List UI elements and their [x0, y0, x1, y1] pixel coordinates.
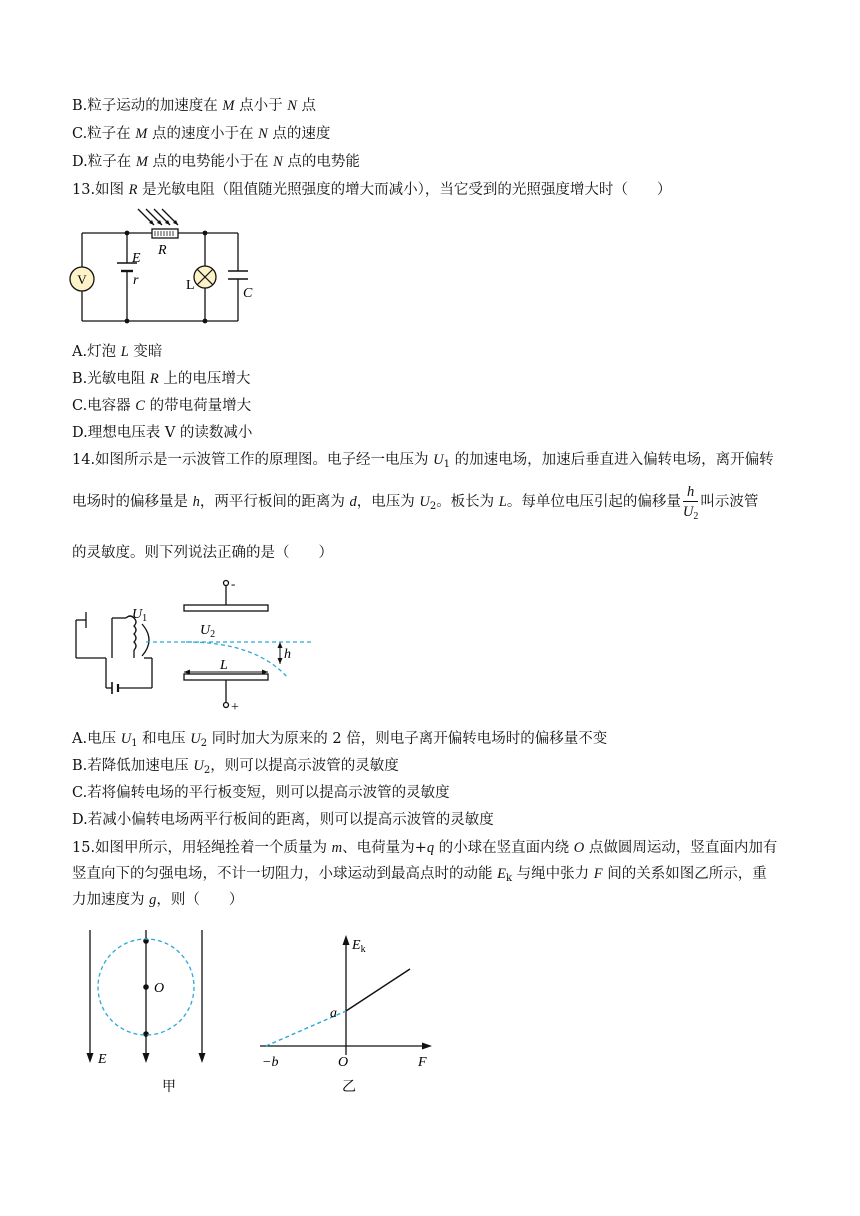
- label-internal-r: r: [133, 273, 139, 288]
- label-f-axis: F: [418, 1055, 427, 1070]
- label-h: h: [284, 647, 291, 662]
- caption-jia: 甲: [162, 1080, 176, 1095]
- label-e: E: [132, 251, 141, 266]
- label-c: C: [243, 286, 253, 301]
- q14-option-b: B.若降低加速电压 $U_2$，则可以提高示波管的灵敏度: [72, 758, 399, 776]
- q14-option-a: A.电压 $U_1$ 和电压 $U_2$ 同时加大为原来的 2 倍，则电子离开偏转电场时的偏移量不变: [72, 731, 608, 749]
- q12-option-d: D.粒子在 M 点的电势能小于在 N 点的电势能: [72, 154, 360, 170]
- q13-stem: 13.如图 R 是光敏电阻（阻值随光照强度的增大而减小），当它受到的光照强度增大时（ ）: [72, 182, 672, 198]
- label-ek-axis: $E_k$: [352, 938, 366, 955]
- q14-stem-line1: 14.如图所示是一示波管工作的原理图。电子经一电压为 $U_1$ 的加速电场，加速后垂直进入偏转电场，离开偏转: [72, 452, 774, 470]
- q14-oscilloscope-diagram: [66, 572, 326, 720]
- q15-stem-line3: 力加速度为 g，则（ ）: [72, 892, 244, 908]
- sensitivity-fraction: $\frac{h}{U_2}$: [682, 483, 699, 522]
- q14-option-d: D.若减小偏转电场两平行板间的距离，则可以提高示波管的灵敏度: [72, 812, 494, 828]
- q13-option-d: D.理想电压表 V 的读数减小: [72, 425, 253, 441]
- q13-option-a: A.灯泡 L 变暗: [72, 344, 163, 360]
- q15-figure-jia: [78, 925, 218, 1100]
- label-l: L: [186, 278, 195, 293]
- label-origin: O: [338, 1055, 349, 1070]
- label-u2: $U_2$: [200, 623, 216, 640]
- q14-stem-line2: 电场时的偏移量是 h，两平行板间的距离为 d，电压为 $U_2$。板长为 L。每单位电压引起的偏移量 $\frac{h}{U_2}$ 叫示波管: [72, 483, 759, 522]
- label-e-field: E: [98, 1052, 107, 1067]
- q12-option-c: C.粒子在 M 点的速度小于在 N 点的速度: [72, 126, 331, 142]
- q13-option-c: C.电容器 C 的带电荷量增大: [72, 398, 252, 414]
- label-u1: $U_1$: [132, 607, 148, 624]
- label-minus: -: [231, 576, 236, 591]
- q15-figure-yi: [250, 925, 440, 1100]
- label-l-length: L: [220, 658, 228, 673]
- label-r-resistor: R: [158, 243, 167, 258]
- q14-stem-line3: 的灵敏度。则下列说法正确的是（ ）: [72, 545, 333, 561]
- q15-stem-line1: 15.如图甲所示，用轻绳拴着一个质量为 m、电荷量为+q 的小球在竖直面内绕 O 点做圆周运动，竖直面内加有: [72, 840, 778, 856]
- voltmeter-label: V: [77, 272, 87, 287]
- q12-option-b: B.粒子运动的加速度在 M 点小于 N 点: [72, 98, 316, 114]
- q15-stem-line2: 竖直向下的匀强电场，不计一切阻力，小球运动到最高点时的动能 $E_k$ 与绳中张力 F 间的关系如图乙所示，重: [72, 866, 767, 884]
- label-a-intercept: a: [330, 1006, 337, 1021]
- caption-yi: 乙: [342, 1080, 356, 1095]
- q13-option-b: B.光敏电阻 R 上的电压增大: [72, 371, 251, 387]
- q14-option-c: C.若将偏转电场的平行板变短，则可以提高示波管的灵敏度: [72, 785, 450, 801]
- label-plus: +: [231, 700, 239, 715]
- q13-circuit-diagram: [60, 205, 260, 333]
- label-neg-b: −b: [262, 1055, 279, 1070]
- label-o-center: O: [154, 981, 165, 996]
